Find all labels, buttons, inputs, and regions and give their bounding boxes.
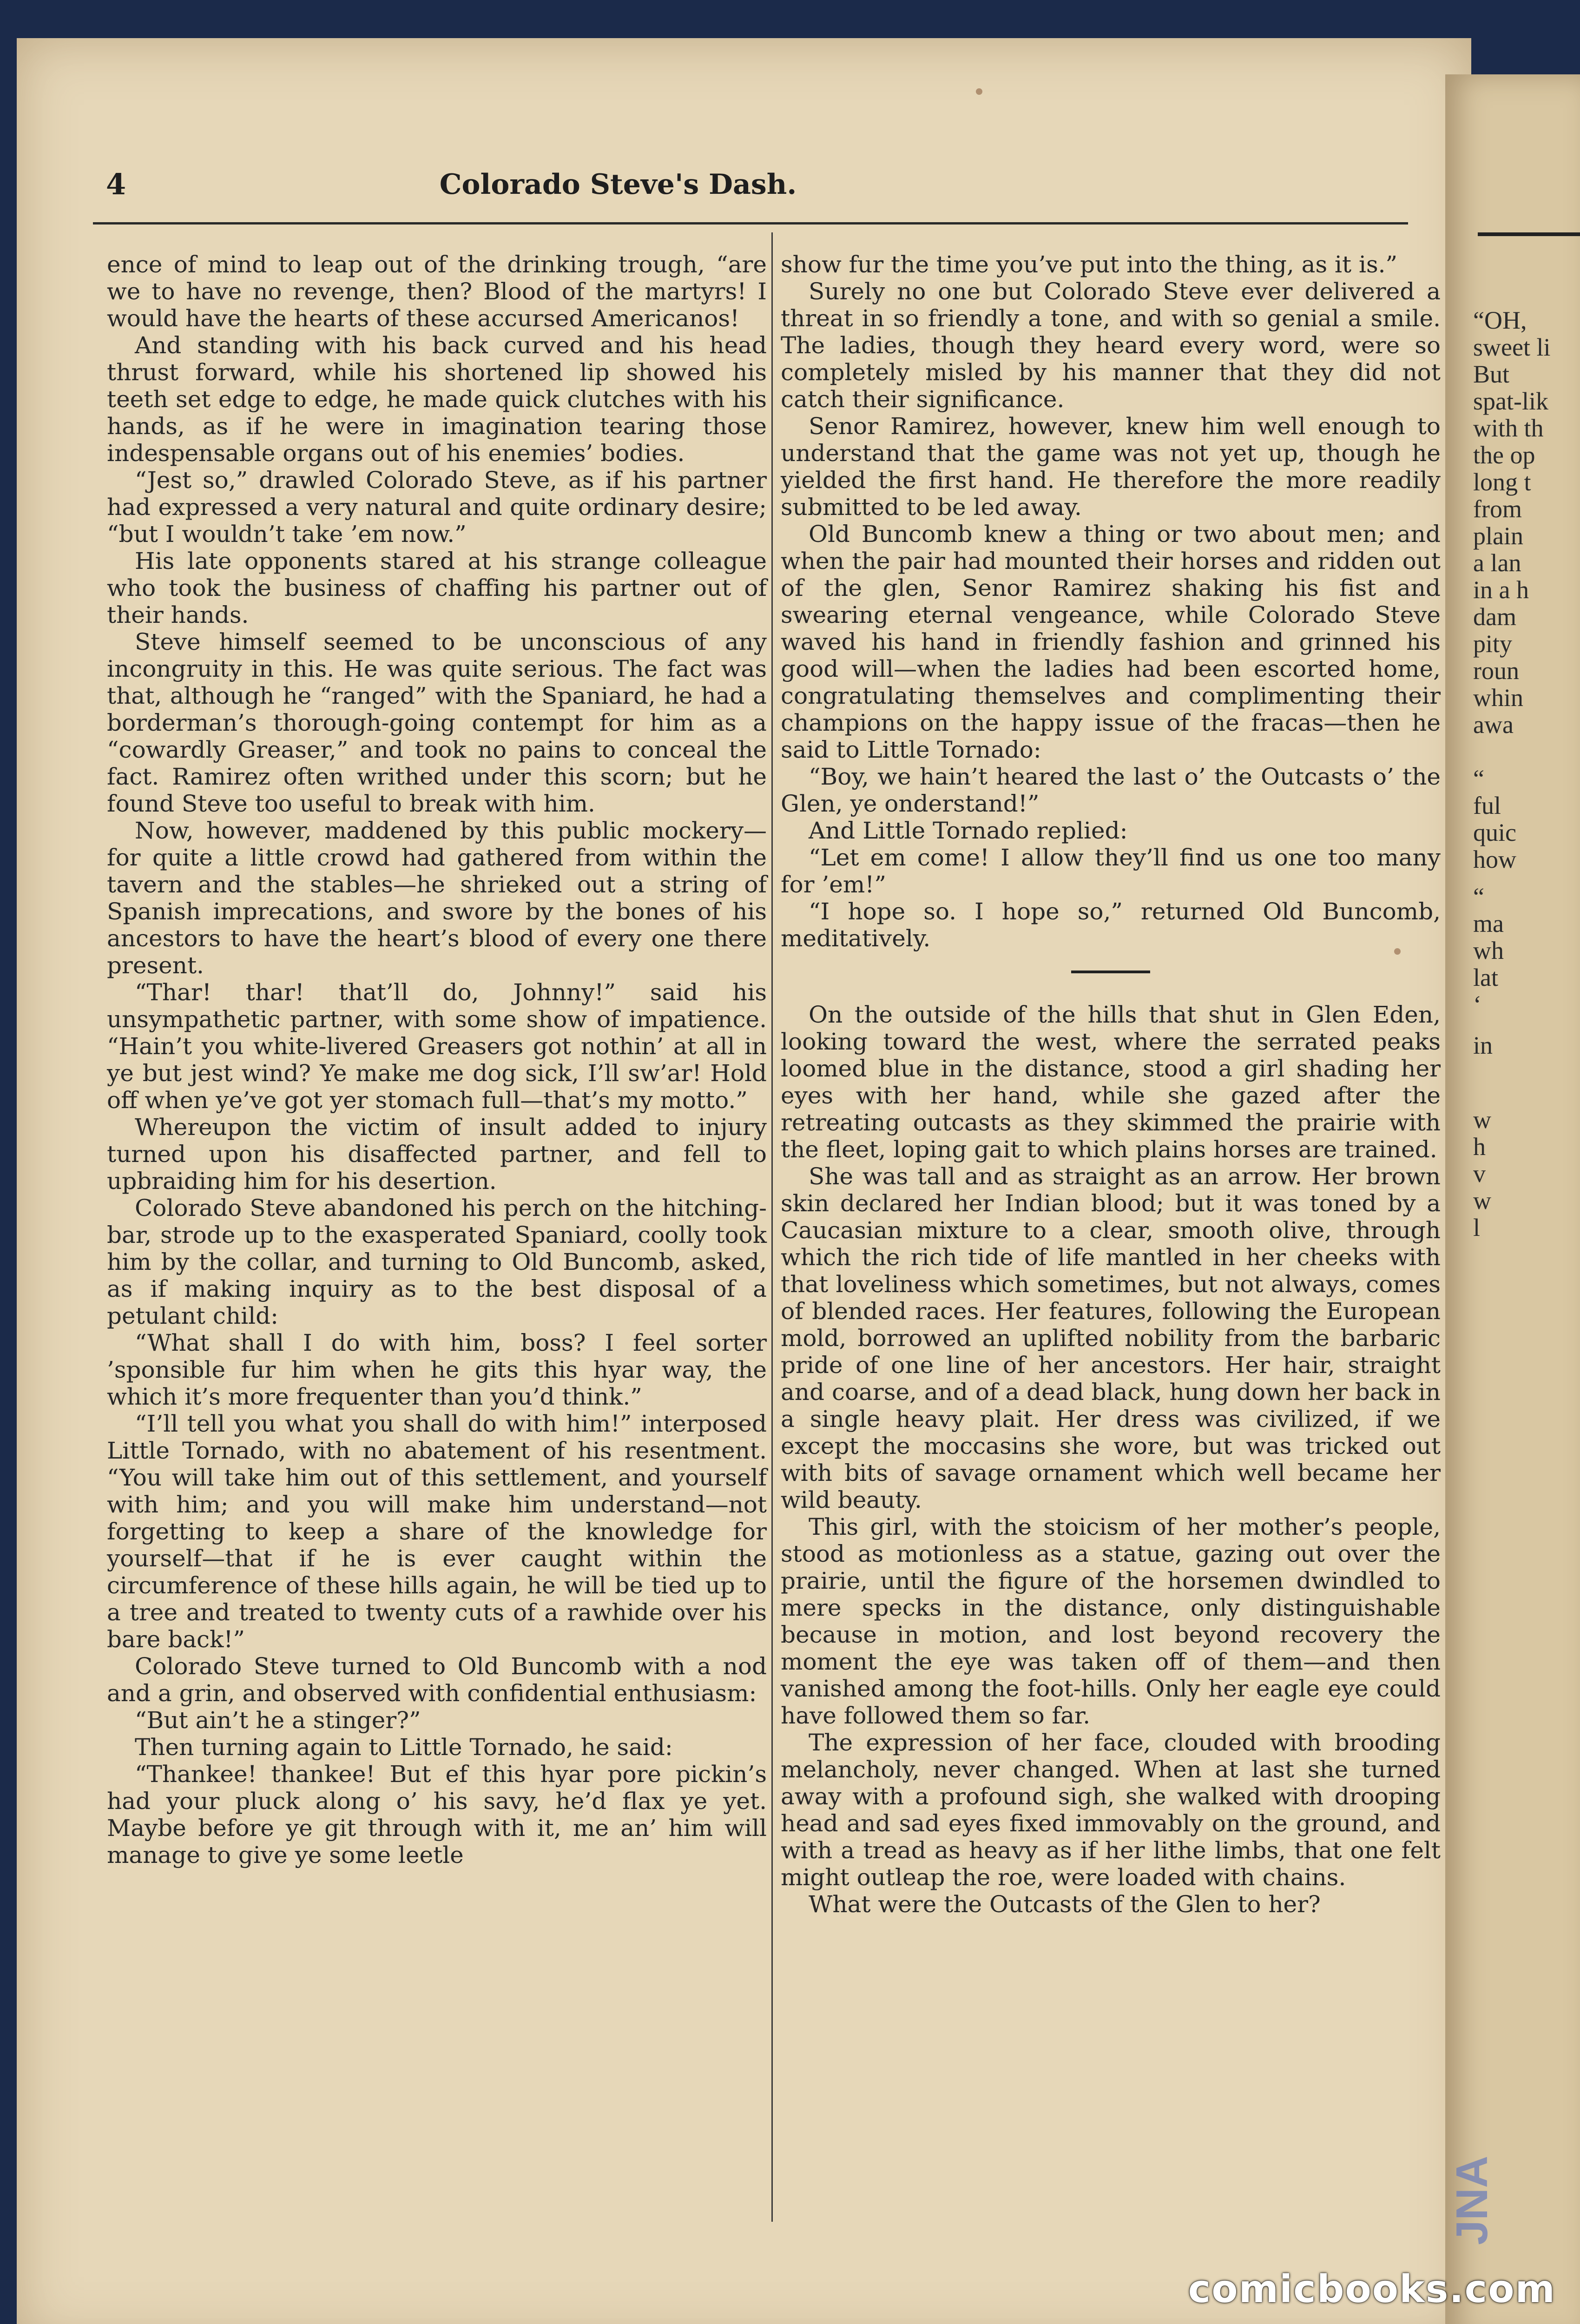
right-column bbox=[781, 251, 1441, 1918]
paragraph: “Boy, we hain’t heared the last o’ the Outcasts o’ the Glen, ye onderstand!” bbox=[781, 763, 1441, 817]
adjacent-text-fragment: w bbox=[1473, 1106, 1491, 1134]
paragraph: show fur the time you’ve put into the thing, as it is.” bbox=[781, 251, 1398, 278]
adjacent-text-fragment: dam bbox=[1473, 603, 1516, 631]
adjacent-text-fragment: “ bbox=[1473, 765, 1484, 792]
paragraph: “What shall I do with him, boss? I feel sorter ’sponsible fur him when he gits this hyar way, the which it’s more frequenter than you’d think.” bbox=[107, 1329, 767, 1410]
paragraph: Whereupon the victim of insult added to injury turned upon his disaffected partner, and fell to upbraiding him for his desertion. bbox=[107, 1114, 767, 1195]
adjacent-text-fragment: v bbox=[1473, 1160, 1486, 1188]
paragraph: Now, however, maddened by this public mockery—for quite a little crowd had gathered from within the tavern and the stables—he shrieked out a string of Spanish imprecations, and swore by the bones of his ancestors to have the heart’s blood of every one there present. bbox=[107, 817, 767, 979]
adjacent-text-fragment: l bbox=[1473, 1214, 1481, 1241]
adjacent-text-fragment: pity bbox=[1473, 630, 1513, 658]
running-title: Colorado Steve's Dash. bbox=[439, 168, 797, 201]
adjacent-text-fragment: in bbox=[1473, 1031, 1493, 1059]
adjacent-text-fragment: wh bbox=[1473, 937, 1504, 964]
paragraph: Steve himself seemed to be unconscious of any incongruity in this. He was quite serious. The fact was that, although he “ranged” with the Spaniard, he had a borderman’s thorough-going contempt for him as a “cowardly Greaser,” and took no pains to conceal the fact. Ramirez often writhed under this scorn; but he found Steve too useful to break with him. bbox=[107, 628, 767, 817]
paragraph: This girl, with the stoicism of her mother’s people, stood as motionless as a statue, gazing out over the prairie, until the figure of the horsemen dwindled to mere specks in the distance, only distinguishable because in motion, and lost beyond recovery the moment the eye was taken off of them—and then vanished among the foot-hills. Only her eagle eye could have followed them so far. bbox=[781, 1513, 1441, 1729]
paragraph: His late opponents stared at his strange colleague who took the business of chaffing his partner out of their hands. bbox=[107, 548, 767, 628]
adjacent-page-rule bbox=[1478, 232, 1580, 236]
paragraph: “Let em come! I allow they’ll find us one too many for ’em!” bbox=[781, 844, 1441, 898]
paragraph: Colorado Steve abandoned his perch on the hitching-bar, strode up to the exasperated Spaniard, coolly took him by the collar, and turning to Old Buncomb, asked, as if making inquiry as to the best disposal of a petulant child: bbox=[107, 1195, 767, 1329]
adjacent-text-fragment: “OH, bbox=[1473, 306, 1527, 334]
adjacent-page-edge bbox=[1445, 74, 1580, 2324]
paragraph: Senor Ramirez, however, knew him well enough to understand that the game was not yet up, though he yielded the first hand. He therefore the more readily submitted to be led away. bbox=[781, 413, 1441, 521]
paragraph: What were the Outcasts of the Glen to her? bbox=[809, 1891, 1321, 1918]
page-number: 4 bbox=[106, 167, 126, 201]
paragraph: Then turning again to Little Tornado, he said: bbox=[135, 1734, 673, 1761]
paragraph: “Thankee! thankee! But ef this hyar pore pickin’s had your pluck along o’ his savy, he’d flax ye yet. Maybe before ye git through with it, me an’ him will manage to give ye some leetle bbox=[107, 1761, 767, 1868]
adjacent-text-fragment: sweet li bbox=[1473, 333, 1551, 361]
paragraph: ence of mind to leap out of the drinking trough, “are we to have no revenge, then? Blood of the martyrs! I would have the hearts of these accursed Americanos! bbox=[107, 251, 767, 332]
adjacent-text-fragment: But bbox=[1473, 360, 1510, 388]
paragraph: On the outside of the hills that shut in Glen Eden, looking toward the west, where the serrated peaks loomed blue in the distance, stood a girl shading her eyes with her hand, while she gazed after the retreating outcasts as they skimmed the prairie with the fleet, loping gait to which plains horses are trained. bbox=[781, 1001, 1441, 1163]
paragraph: Surely no one but Colorado Steve ever delivered a threat in so friendly a tone, and with so genial a smile. The ladies, though they heard every word, were so completely misled by his manner that they did not catch their significance. bbox=[781, 278, 1441, 413]
adjacent-text-fragment: “ bbox=[1473, 883, 1484, 911]
adjacent-text-fragment: spat-lik bbox=[1473, 387, 1548, 415]
adjacent-text-fragment: a lan bbox=[1473, 549, 1521, 577]
header-rule bbox=[93, 222, 1408, 224]
paragraph: And standing with his back curved and his head thrust forward, while his shortened lip showed his teeth set edge to edge, he made quick clutches with his hands, as if he were in imagination tearing those indespensable organs out of his enemies’ bodies. bbox=[107, 332, 767, 467]
adjacent-text-fragment: ma bbox=[1473, 910, 1504, 938]
paragraph: “Jest so,” drawled Colorado Steve, as if his partner had expressed a very natural and quite ordinary desire; “but I wouldn’t take ’em now.” bbox=[107, 467, 767, 548]
adjacent-text-fragment: w bbox=[1473, 1187, 1491, 1215]
adjacent-text-fragment: quic bbox=[1473, 819, 1516, 846]
adjacent-text-fragment: in a h bbox=[1473, 576, 1529, 604]
section-divider bbox=[1071, 971, 1150, 973]
paragraph: And Little Tornado replied: bbox=[809, 817, 1128, 844]
paragraph: She was tall and as straight as an arrow. Her brown skin declared her Indian blood; but it was toned by a Caucasian mixture to a clear, smooth olive, through which the rich tide of life mantled in her cheeks with that loveliness which sometimes, but not always, comes of blended races. Her features, following the European mold, borrowed an uplifted nobility from the barbaric pride of one line of her ancestors. Her hair, straight and coarse, and of a dead black, hung down her back in a single heavy plait. Her dress was civilized, if we except the moccasins she wore, but was tricked out with bits of savage ornament which well became her wild beauty. bbox=[781, 1163, 1441, 1513]
adjacent-text-fragment: lat bbox=[1473, 964, 1498, 991]
adjacent-text-fragment: awa bbox=[1473, 711, 1514, 739]
adjacent-text-fragment: h bbox=[1473, 1133, 1486, 1161]
adjacent-text-fragment: plain bbox=[1473, 522, 1523, 550]
library-stamp: JNA bbox=[1447, 2155, 1497, 2245]
paragraph: The expression of her face, clouded with brooding melancholy, never changed. When at last she turned away with a profound sigh, she walked with drooping head and sad eyes fixed immovably on the ground, and with a tread as heavy as if her lithe limbs, that one felt might outleap the roe, were loaded with chains. bbox=[781, 1729, 1441, 1891]
adjacent-text-fragment: roun bbox=[1473, 657, 1519, 685]
adjacent-text-fragment: ful bbox=[1473, 792, 1501, 819]
paper-blemish bbox=[976, 88, 982, 95]
paragraph: Old Buncomb knew a thing or two about men; and when the pair had mounted their horses and ridden out of the glen, Senor Ramirez shaking his fist and swearing eternal vengeance, while Colorado Steve waved his hand in friendly fashion and grinned his good will—when the ladies had been escorted home, congratulating themselves and complimenting their champions on the happy issue of the fracas—then he said to Little Tornado: bbox=[781, 521, 1441, 763]
paragraph: “I hope so. I hope so,” returned Old Buncomb, meditatively. bbox=[781, 898, 1441, 952]
adjacent-text-fragment: ‘ bbox=[1473, 990, 1481, 1018]
adjacent-text-fragment: from bbox=[1473, 495, 1522, 523]
adjacent-text-fragment: the op bbox=[1473, 441, 1535, 469]
watermark: comicbooks.com bbox=[1188, 2267, 1556, 2311]
column-divider bbox=[771, 232, 773, 2222]
adjacent-text-fragment: long t bbox=[1473, 468, 1531, 496]
adjacent-text-fragment: how bbox=[1473, 845, 1516, 873]
left-column bbox=[107, 251, 767, 1868]
paragraph: “Thar! thar! that’ll do, Johnny!” said his unsympathetic partner, with some show of impatience. “Hain’t you white-livered Greasers got nothin’ at all in ye but jest wind? Ye make me dog sick, I’ll sw’ar! Hold off when ye’ve got yer stomach full—that’s my motto.” bbox=[107, 979, 767, 1114]
paragraph: Colorado Steve turned to Old Buncomb with a nod and a grin, and observed with confidential enthusiasm: bbox=[107, 1653, 767, 1707]
paper-blemish bbox=[1394, 948, 1401, 955]
page-header bbox=[84, 167, 1422, 209]
paragraph: “But ain’t he a stinger?” bbox=[135, 1707, 421, 1734]
paragraph: “I’ll tell you what you shall do with him!” interposed Little Tornado, with no abatement of his resentment. “You will take him out of this settlement, and yourself with him; and you will make him understand—not forgetting to keep a share of the knowledge for yourself—that if he is ever caught within the circumference of these hills again, he will be tied up to a tree and treated to twenty cuts of a rawhide over his bare back!” bbox=[107, 1410, 767, 1653]
adjacent-text-fragment: with th bbox=[1473, 414, 1544, 442]
adjacent-text-fragment: whin bbox=[1473, 684, 1523, 712]
